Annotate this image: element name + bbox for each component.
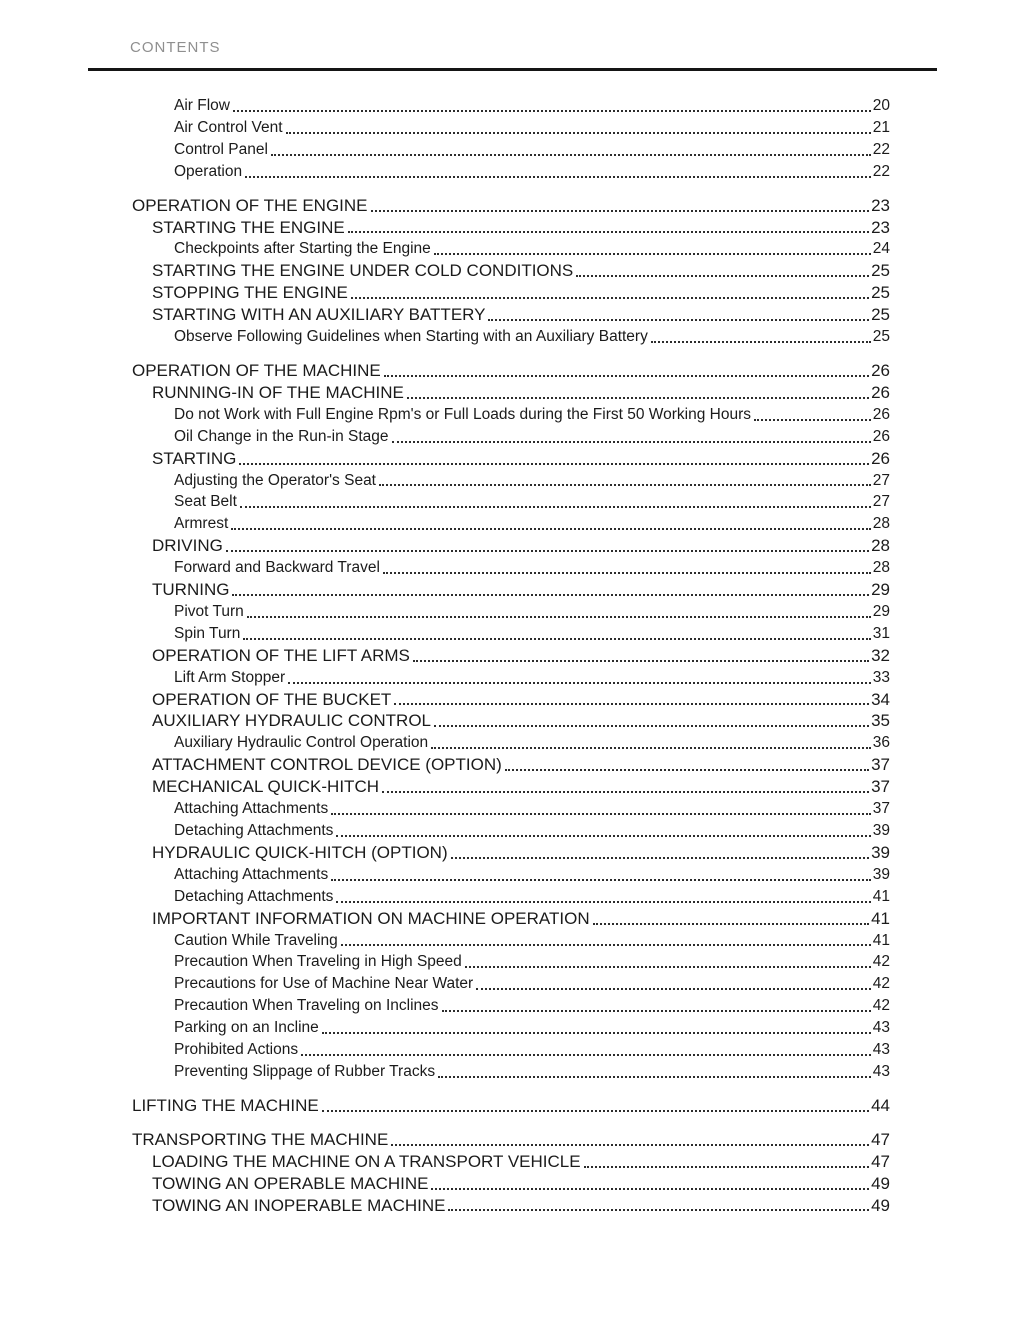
toc-entry — [0, 973, 890, 995]
toc-entry-page: 42 — [872, 975, 890, 993]
dot-leader — [394, 703, 869, 705]
dot-leader — [488, 319, 869, 321]
toc-entry-label: Do not Work with Full Engine Rpm's or Full Loads during the First 50 Working Hours — [174, 405, 751, 423]
toc-entry-page: 42 — [872, 997, 890, 1015]
dot-leader — [382, 791, 869, 793]
toc-entry-label: Detaching Attachments — [174, 822, 334, 839]
toc-entry-page: 49 — [871, 1195, 890, 1215]
toc-entry-page: 36 — [872, 734, 890, 752]
toc-entry — [0, 667, 890, 689]
dot-leader — [232, 594, 869, 596]
toc-entry-page: 28 — [871, 536, 890, 556]
toc-entry — [0, 382, 890, 404]
toc-entry — [0, 117, 890, 139]
dot-leader — [438, 1076, 871, 1078]
dot-leader — [226, 550, 869, 552]
toc-entry — [0, 217, 890, 239]
toc-entry-label: AUXILIARY HYDRAULIC CONTROL — [152, 711, 431, 731]
toc-entry-page: 29 — [872, 602, 890, 620]
toc-entry-page: 23 — [871, 217, 890, 237]
toc-entry-label: TOWING AN OPERABLE MACHINE — [152, 1173, 429, 1193]
toc-entry-page: 49 — [871, 1173, 890, 1193]
toc-entry-page: 25 — [871, 261, 890, 281]
toc-entry-label: STOPPING THE ENGINE — [152, 283, 348, 303]
dot-leader — [288, 682, 871, 684]
toc-entry — [0, 930, 890, 952]
toc-entry — [0, 491, 890, 513]
toc-entry — [0, 557, 890, 579]
toc-entry-page: 34 — [871, 689, 890, 709]
toc-entry — [0, 1095, 890, 1117]
toc-entry-page: 44 — [871, 1095, 890, 1115]
toc-entry-page: 43 — [872, 1062, 890, 1080]
dot-leader — [576, 275, 869, 277]
dot-leader — [451, 857, 869, 859]
toc-entry — [0, 161, 890, 183]
toc-entry — [0, 842, 890, 864]
toc-entry-label: Operation — [174, 162, 243, 180]
toc-entry-page: 25 — [871, 305, 890, 325]
dot-leader — [407, 397, 869, 399]
toc-entry-label: TURNING — [152, 580, 230, 600]
toc-entry-label: STARTING — [152, 448, 237, 468]
toc-entry — [0, 238, 890, 260]
dot-leader — [391, 1144, 869, 1146]
dot-leader — [379, 484, 871, 486]
dot-leader — [584, 1166, 870, 1168]
toc-entry-label: MECHANICAL QUICK-HITCH — [152, 777, 379, 797]
dot-leader — [431, 1188, 869, 1190]
toc-entry-page: 28 — [872, 559, 890, 577]
toc-entry — [0, 260, 890, 282]
toc-entry — [0, 1061, 890, 1083]
toc-entry-page: 43 — [872, 1041, 890, 1059]
toc-entry-label: Detaching Attachments — [174, 887, 334, 905]
toc-entry — [0, 798, 890, 820]
toc-entry-label: STARTING THE ENGINE — [152, 217, 345, 237]
toc-section — [0, 1129, 890, 1217]
toc-section — [0, 195, 890, 348]
toc-entry-page: 39 — [871, 842, 890, 862]
toc-entry — [0, 1173, 890, 1195]
toc-entry-label: Oil Change in the Run-in Stage — [174, 427, 389, 445]
dot-leader — [331, 813, 871, 815]
toc-section — [0, 1095, 890, 1117]
toc-entry-label: Seat Belt — [174, 493, 237, 511]
toc-entry-label: STARTING THE ENGINE UNDER COLD CONDITIONS — [152, 261, 574, 281]
dot-leader — [351, 297, 869, 299]
dot-leader — [233, 110, 871, 112]
toc-entry-label: Forward and Backward Travel — [174, 559, 380, 577]
toc-entry — [0, 1039, 890, 1061]
toc-entry-label: Attaching Attachments — [174, 865, 329, 883]
toc-entry-page: 22 — [872, 162, 890, 180]
toc-entry — [0, 579, 890, 601]
toc-entry-page: 37 — [872, 800, 890, 818]
toc-entry-page: 37 — [871, 755, 890, 775]
toc-entry-page: 23 — [871, 195, 890, 215]
toc-entry-page: 20 — [872, 97, 890, 114]
toc-section — [0, 360, 890, 1083]
toc-entry — [0, 886, 890, 908]
dot-leader — [322, 1032, 871, 1034]
toc-entry — [0, 139, 890, 161]
toc-entry — [0, 404, 890, 426]
toc-entry-page: 25 — [872, 328, 890, 346]
dot-leader — [331, 879, 871, 881]
toc-entry-page: 21 — [872, 118, 890, 136]
toc-entry-page: 31 — [872, 624, 890, 642]
dot-leader — [434, 725, 869, 727]
toc-entry-label: IMPORTANT INFORMATION ON MACHINE OPERATION — [152, 908, 590, 928]
toc-entry-page: 47 — [871, 1151, 890, 1171]
toc-entry-label: OPERATION OF THE LIFT ARMS — [152, 645, 410, 665]
dot-leader — [505, 769, 869, 771]
dot-leader — [348, 231, 869, 233]
toc-entry — [0, 623, 890, 645]
toc-entry — [0, 1195, 890, 1217]
toc-entry-page: 41 — [872, 931, 890, 949]
dot-leader — [431, 747, 871, 749]
toc-entry-label: Precaution When Traveling on Inclines — [174, 997, 439, 1015]
toc-entry-page: 37 — [871, 777, 890, 797]
toc-entry-label: Parking on an Incline — [174, 1019, 319, 1037]
toc-entry-label: HYDRAULIC QUICK-HITCH (OPTION) — [152, 842, 448, 862]
toc-entry-page: 33 — [872, 668, 890, 686]
dot-leader — [286, 132, 871, 134]
toc-entry — [0, 776, 890, 798]
toc-entry-label: ATTACHMENT CONTROL DEVICE (OPTION) — [152, 755, 502, 775]
dot-leader — [754, 419, 871, 421]
toc-entry-label: Air Flow — [174, 97, 230, 114]
dot-leader — [239, 463, 869, 465]
toc-entry-label: LOADING THE MACHINE ON A TRANSPORT VEHICLE — [152, 1151, 581, 1171]
toc-entry-label: Pivot Turn — [174, 602, 244, 620]
toc-entry-page: 35 — [871, 711, 890, 731]
dot-leader — [336, 835, 870, 837]
toc-entry — [0, 951, 890, 973]
dot-leader — [476, 988, 871, 990]
toc-entry-label: Air Control Vent — [174, 118, 283, 136]
dot-leader — [448, 1209, 869, 1211]
toc-entry-label: Armrest — [174, 515, 229, 533]
toc-entry — [0, 513, 890, 535]
dot-leader — [413, 660, 869, 662]
toc-entry — [0, 470, 890, 492]
toc-entry-label: Control Panel — [174, 140, 268, 158]
toc-entry — [0, 1017, 890, 1039]
toc-entry-label: RUNNING-IN OF THE MACHINE — [152, 382, 404, 402]
toc-entry-page: 39 — [872, 865, 890, 883]
dot-leader — [243, 638, 870, 640]
toc-entry-label: Attaching Attachments — [174, 800, 329, 818]
dot-leader — [442, 1010, 871, 1012]
toc-entry — [0, 732, 890, 754]
toc-entry — [0, 360, 890, 382]
toc-entry — [0, 304, 890, 326]
toc-entry-label: TRANSPORTING THE MACHINE — [132, 1129, 389, 1149]
dot-leader — [383, 572, 871, 574]
dot-leader — [231, 528, 871, 530]
dot-leader — [434, 253, 871, 255]
toc-entry-page: 43 — [872, 1019, 890, 1037]
toc-entry-label: LIFTING THE MACHINE — [132, 1095, 319, 1115]
toc-entry-page: 27 — [872, 493, 890, 511]
toc-entry-page: 47 — [871, 1129, 890, 1149]
toc-entry-page: 24 — [872, 240, 890, 258]
toc-entry-page: 26 — [872, 405, 890, 423]
dot-leader — [651, 341, 871, 343]
toc-entry-page: 39 — [872, 822, 890, 839]
toc-entry-label: Lift Arm Stopper — [174, 668, 286, 686]
toc-entry-page: 28 — [872, 515, 890, 533]
toc-entry — [0, 95, 890, 117]
toc-entry — [0, 282, 890, 304]
toc-entry — [0, 426, 890, 448]
toc-entry — [0, 689, 890, 711]
toc-entry-page: 26 — [872, 427, 890, 445]
toc-entry-label: Precautions for Use of Machine Near Water — [174, 975, 474, 993]
toc-entry — [0, 754, 890, 776]
header-divider — [88, 68, 937, 71]
toc-section — [0, 95, 890, 183]
toc-entry-label: Checkpoints after Starting the Engine — [174, 240, 431, 258]
dot-leader — [336, 901, 870, 903]
dot-leader — [392, 441, 871, 443]
dot-leader — [301, 1054, 871, 1056]
toc-entry-page: 26 — [871, 382, 890, 402]
toc-entry-page: 27 — [872, 471, 890, 489]
toc-entry-label: Auxiliary Hydraulic Control Operation — [174, 734, 429, 752]
toc-entry-label: OPERATION OF THE BUCKET — [152, 689, 392, 709]
toc-entry-page: 25 — [871, 283, 890, 303]
toc-entry — [0, 820, 890, 842]
toc-entry-label: Observe Following Guidelines when Starting with an Auxiliary Battery — [174, 328, 648, 346]
dot-leader — [247, 616, 871, 618]
toc-entry-label: Caution While Traveling — [174, 931, 338, 949]
toc-entry — [0, 710, 890, 732]
toc-entry-label: TOWING AN INOPERABLE MACHINE — [152, 1195, 446, 1215]
dot-leader — [371, 210, 870, 212]
toc-entry-label: OPERATION OF THE ENGINE — [132, 195, 368, 215]
page-title: CONTENTS — [130, 39, 221, 56]
toc-entry — [0, 1129, 890, 1151]
toc-entry-page: 22 — [872, 140, 890, 158]
dot-leader — [465, 966, 871, 968]
dot-leader — [271, 154, 871, 156]
toc-entry — [0, 601, 890, 623]
toc-entry-page: 41 — [871, 908, 890, 928]
dot-leader — [341, 944, 871, 946]
toc-entry — [0, 995, 890, 1017]
toc-entry — [0, 645, 890, 667]
toc-entry-label: Spin Turn — [174, 624, 241, 642]
dot-leader — [240, 506, 871, 508]
dot-leader — [322, 1110, 869, 1112]
toc-entry — [0, 535, 890, 557]
toc-entry-label: Precaution When Traveling in High Speed — [174, 953, 462, 971]
toc-entry — [0, 864, 890, 886]
toc-entry-label: Adjusting the Operator's Seat — [174, 471, 376, 489]
toc-entry-label: OPERATION OF THE MACHINE — [132, 360, 381, 380]
toc-entry-page: 42 — [872, 953, 890, 971]
dot-leader — [245, 176, 871, 178]
toc-entry-page: 26 — [871, 448, 890, 468]
toc-entry — [0, 195, 890, 217]
toc-entry-label: Prohibited Actions — [174, 1041, 299, 1059]
toc-entry — [0, 326, 890, 348]
toc-entry-page: 41 — [872, 887, 890, 905]
toc-entry-label: STARTING WITH AN AUXILIARY BATTERY — [152, 305, 486, 325]
dot-leader — [384, 375, 869, 377]
toc-entry-label: DRIVING — [152, 536, 223, 556]
toc-entry — [0, 448, 890, 470]
toc-entry — [0, 1151, 890, 1173]
toc-list — [0, 95, 890, 1228]
toc-entry-page: 26 — [871, 360, 890, 380]
dot-leader — [593, 923, 869, 925]
toc-entry-page: 32 — [871, 645, 890, 665]
toc-entry — [0, 908, 890, 930]
toc-entry-label: Preventing Slippage of Rubber Tracks — [174, 1062, 436, 1080]
toc-entry-page: 29 — [871, 580, 890, 600]
